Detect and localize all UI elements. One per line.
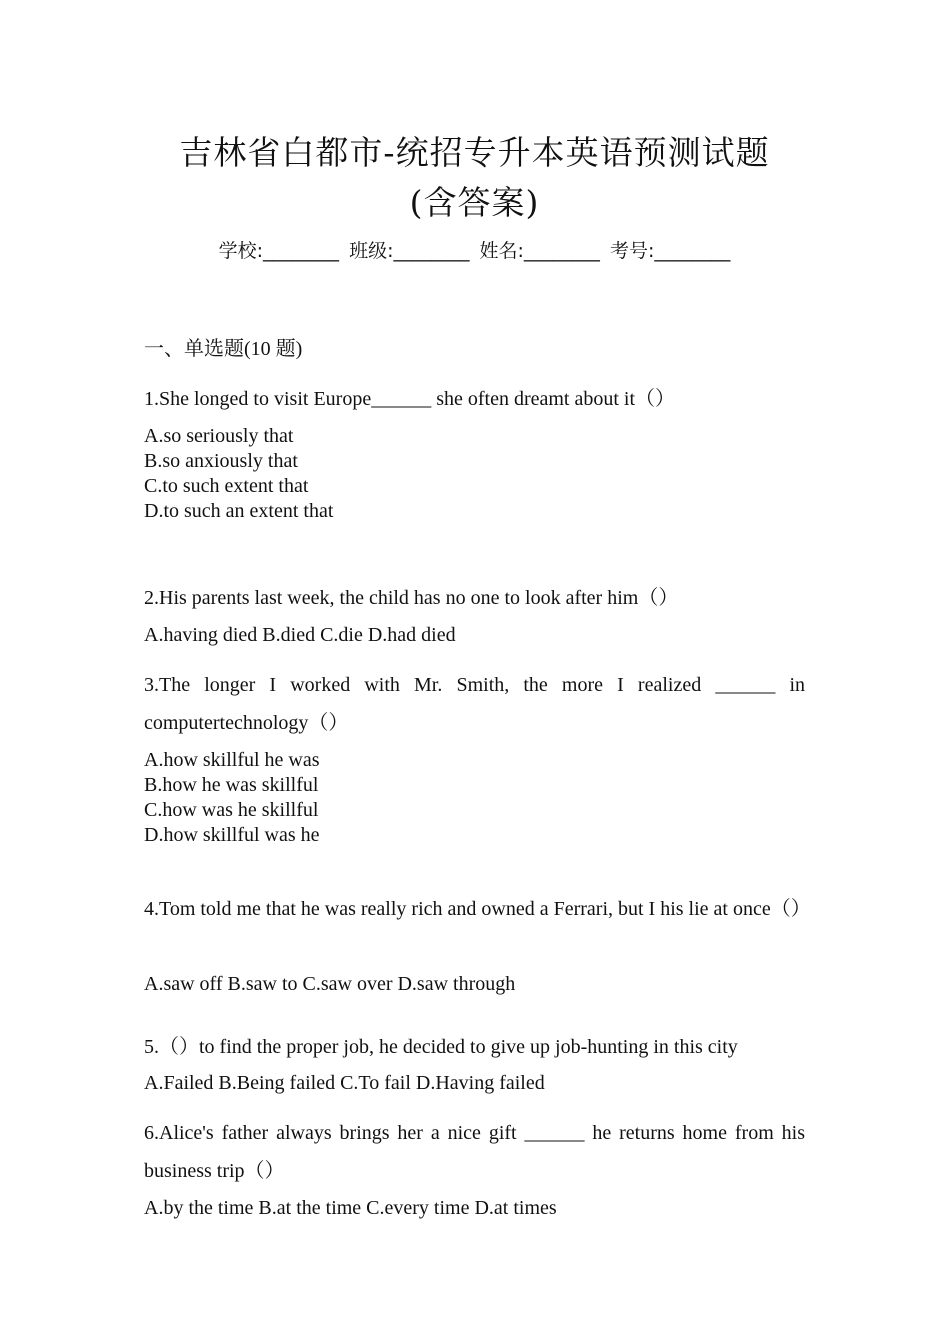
student-info-fields	[144, 236, 805, 263]
question-3-stem: 3.The longer I worked with Mr. Smith, the more I realized ______ in computertechnology（）	[144, 674, 805, 734]
question-4-options: A.saw off B.saw to C.saw over D.saw through	[144, 973, 516, 995]
section-heading: 一、单选题(10 题)	[144, 338, 303, 360]
question-1-option-c: C.to such extent that	[144, 475, 309, 497]
question-3-option-b: B.how he was skillful	[144, 774, 319, 796]
exam-number-field: 考号:________	[609, 240, 731, 262]
question-1-option-d: D.to such an extent that	[144, 500, 334, 522]
name-field: 姓名:________	[479, 240, 600, 262]
question-3-option-c: C.how was he skillful	[144, 799, 319, 821]
document-title: 吉林省白都市-统招专升本英语预测试题	[179, 133, 770, 172]
question-1-option-a: A.so seriously that	[144, 425, 294, 447]
class-field: 班级:________	[349, 240, 470, 262]
question-3-option-a: A.how skillful he was	[144, 749, 320, 771]
question-3-option-d: D.how skillful was he	[144, 824, 320, 846]
school-field: 学校:________	[218, 240, 340, 262]
question-6-stem: 6.Alice's father always brings her a nice gift ______ he returns home from his business trip（）	[144, 1122, 805, 1182]
question-4-stem: 4.Tom told me that he was really rich and owned a Ferrari, but I his lie at once（）	[144, 898, 811, 920]
question-5-options: A.Failed B.Being failed C.To fail D.Having failed	[144, 1072, 545, 1094]
question-1-option-b: B.so anxiously that	[144, 450, 298, 472]
document-subtitle: (含答案)	[409, 183, 540, 222]
question-2-stem: 2.His parents last week, the child has no one to look after him（）	[144, 587, 679, 609]
question-1-stem: 1.She longed to visit Europe______ she often dreamt about it（）	[144, 388, 676, 410]
question-2-options: A.having died B.died C.die D.had died	[144, 624, 456, 646]
question-6-options: A.by the time B.at the time C.every time D.at times	[144, 1197, 557, 1219]
question-5-stem: 5.（）to find the proper job, he decided to give up job-hunting in this city	[144, 1036, 738, 1058]
